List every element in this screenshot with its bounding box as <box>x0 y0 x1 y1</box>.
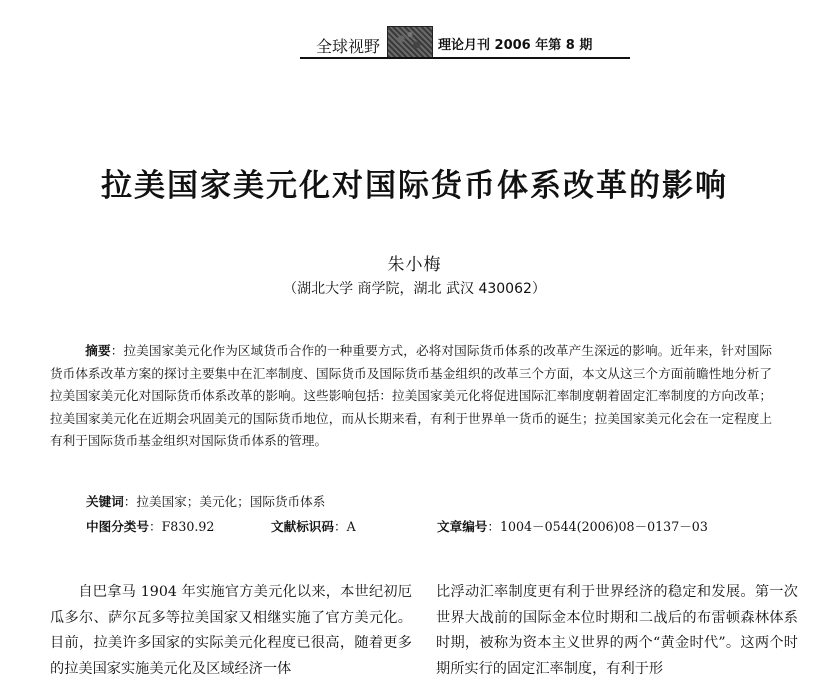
abstract-label: 摘要 <box>85 343 111 358</box>
running-header <box>300 26 630 60</box>
classification-value: ：F830.92 <box>148 519 215 534</box>
article-number-value: ：1004－0544(2006)08－0137－03 <box>487 519 708 534</box>
keywords-label: 关键词 <box>86 494 124 509</box>
header-journal-issue: 理论月刊 2006 年第 8 期 <box>438 38 593 53</box>
document-code-label: 文献标识码 <box>271 519 334 534</box>
author-name: 朱小梅 <box>387 255 442 275</box>
body-right-column: 比浮动汇率制度更有利于世界经济的稳定和发展。第一次世界大战前的国际金本位时期和二战后的布雷顿森林体系时期，被称为资本主义世界的两个“黄金时代”。这两个时期所实行的固定汇率制度，有利于形 <box>436 584 798 677</box>
classification-label: 中图分类号 <box>86 519 149 534</box>
document-code-value: ：A <box>333 519 356 534</box>
author-affiliation: （湖北大学 商学院，湖北 武汉 430062） <box>283 281 546 297</box>
classification-number <box>86 516 214 535</box>
document-code <box>271 516 356 535</box>
keywords-text: ：拉美国家；美元化；国际货币体系 <box>123 494 326 509</box>
globe-emblem-icon <box>387 26 433 58</box>
header-rule <box>300 57 630 59</box>
abstract-text: ：拉美国家美元化作为区域货币合作的一种重要方式，必将对国际货币体系的改革产生深远的影响。近年来，针对国际货币体系改革方案的探讨主要集中在汇率制度、国际货币及国际货币基金组织的改革三个方面，本文从这三个方面前瞻性地分析了拉美国家美元化对国际货币体系改革的影响。这些影响包括：拉美国家美元化将促进国际汇率制度朝着固定汇率制度的方向改革；拉美国家美元化在近期会巩固美元的国际货币地位，而从长期来看，有利于世界单一货币的诞生；拉美国家美元化会在一定程度上有利于国际货币基金组织对国际货币体系的管理。 <box>50 343 773 449</box>
article-number <box>437 516 708 535</box>
abstract <box>50 340 772 453</box>
keywords <box>86 491 325 510</box>
header-section-name: 全球视野 <box>316 37 381 56</box>
article-number-label: 文章编号 <box>437 519 488 534</box>
body-left-column: 自巴拿马 1904 年实施官方美元化以来，本世纪初厄瓜多尔、萨尔瓦多等拉美国家又相继实施了官方美元化。目前，拉美许多国家的实际美元化程度已很高，随着更多的拉美国家实施美元化及区域经济一体 <box>50 584 412 677</box>
article-title: 拉美国家美元化对国际货币体系改革的影响 <box>101 168 728 204</box>
